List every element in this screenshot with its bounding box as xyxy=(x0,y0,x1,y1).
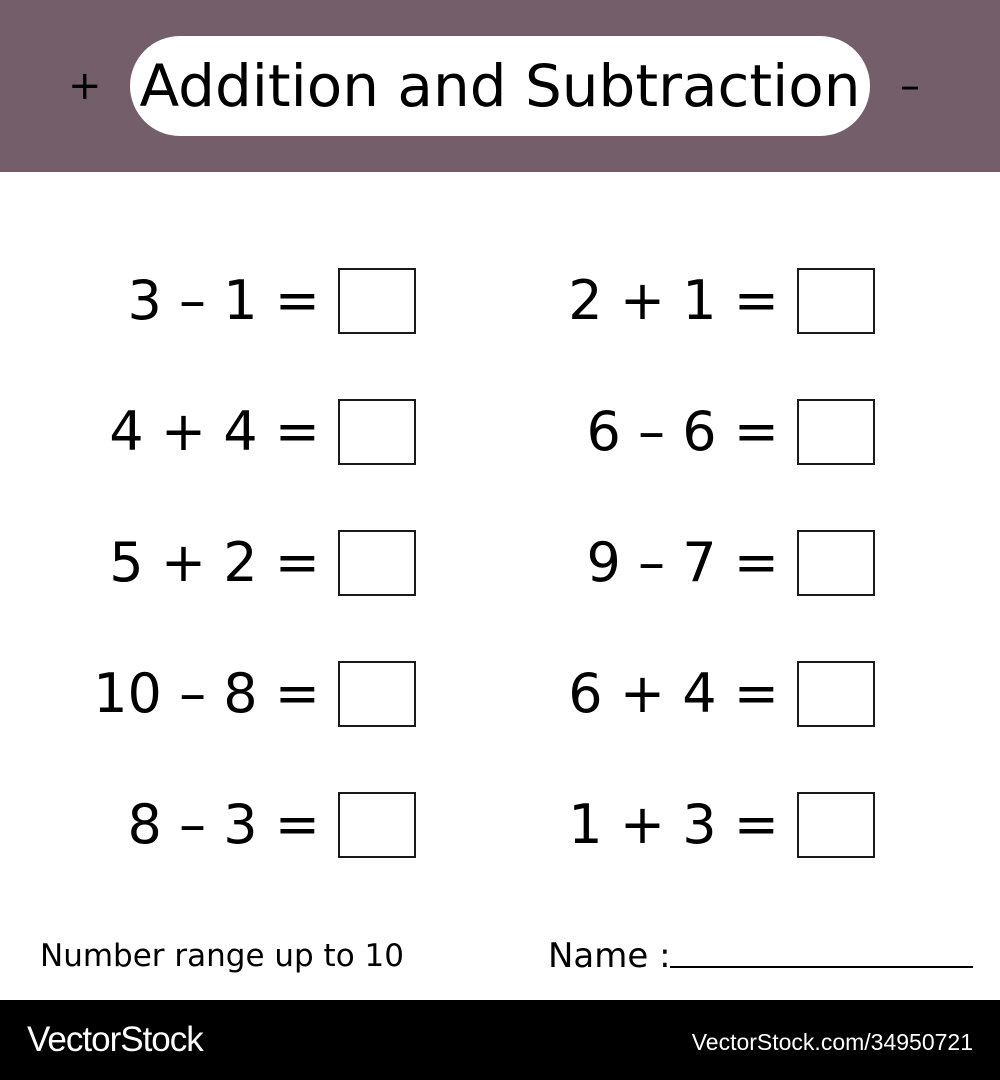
problem-right-4 xyxy=(0,661,875,727)
problem-expression: 2 + 1 = xyxy=(568,269,779,332)
problem-expression: 6 + 4 = xyxy=(568,662,779,725)
problem-expression: 8 – 3 = xyxy=(127,793,320,856)
watermark-image-id: VectorStock.com/34950721 xyxy=(691,1029,973,1055)
answer-box[interactable] xyxy=(797,792,875,858)
number-range-note: Number range up to 10 xyxy=(40,938,404,974)
name-field-line[interactable] xyxy=(670,966,973,968)
minus-sign: – xyxy=(900,63,920,109)
answer-box[interactable] xyxy=(797,399,875,465)
watermark-logo: VectorStock xyxy=(27,1020,203,1059)
problem-expression: 1 + 3 = xyxy=(568,793,779,856)
answer-box[interactable] xyxy=(797,661,875,727)
title-pill xyxy=(130,36,870,136)
problem-expression: 5 + 2 = xyxy=(109,531,320,594)
plus-sign: + xyxy=(68,63,102,109)
problem-right-3 xyxy=(0,530,875,596)
problem-right-1 xyxy=(0,268,875,334)
answer-box[interactable] xyxy=(797,268,875,334)
page-title: Addition and Subtraction xyxy=(139,52,861,120)
header-banner xyxy=(0,0,1000,172)
watermark-bar xyxy=(0,1000,1000,1080)
problem-expression: 3 – 1 = xyxy=(127,269,320,332)
problem-expression: 4 + 4 = xyxy=(109,400,320,463)
name-label: Name : xyxy=(548,936,671,976)
problem-expression: 9 – 7 = xyxy=(586,531,779,594)
answer-box[interactable] xyxy=(797,530,875,596)
problem-right-2 xyxy=(0,399,875,465)
problem-expression: 6 – 6 = xyxy=(586,400,779,463)
problem-right-5 xyxy=(0,792,875,858)
problem-expression: 10 – 8 = xyxy=(93,662,320,725)
